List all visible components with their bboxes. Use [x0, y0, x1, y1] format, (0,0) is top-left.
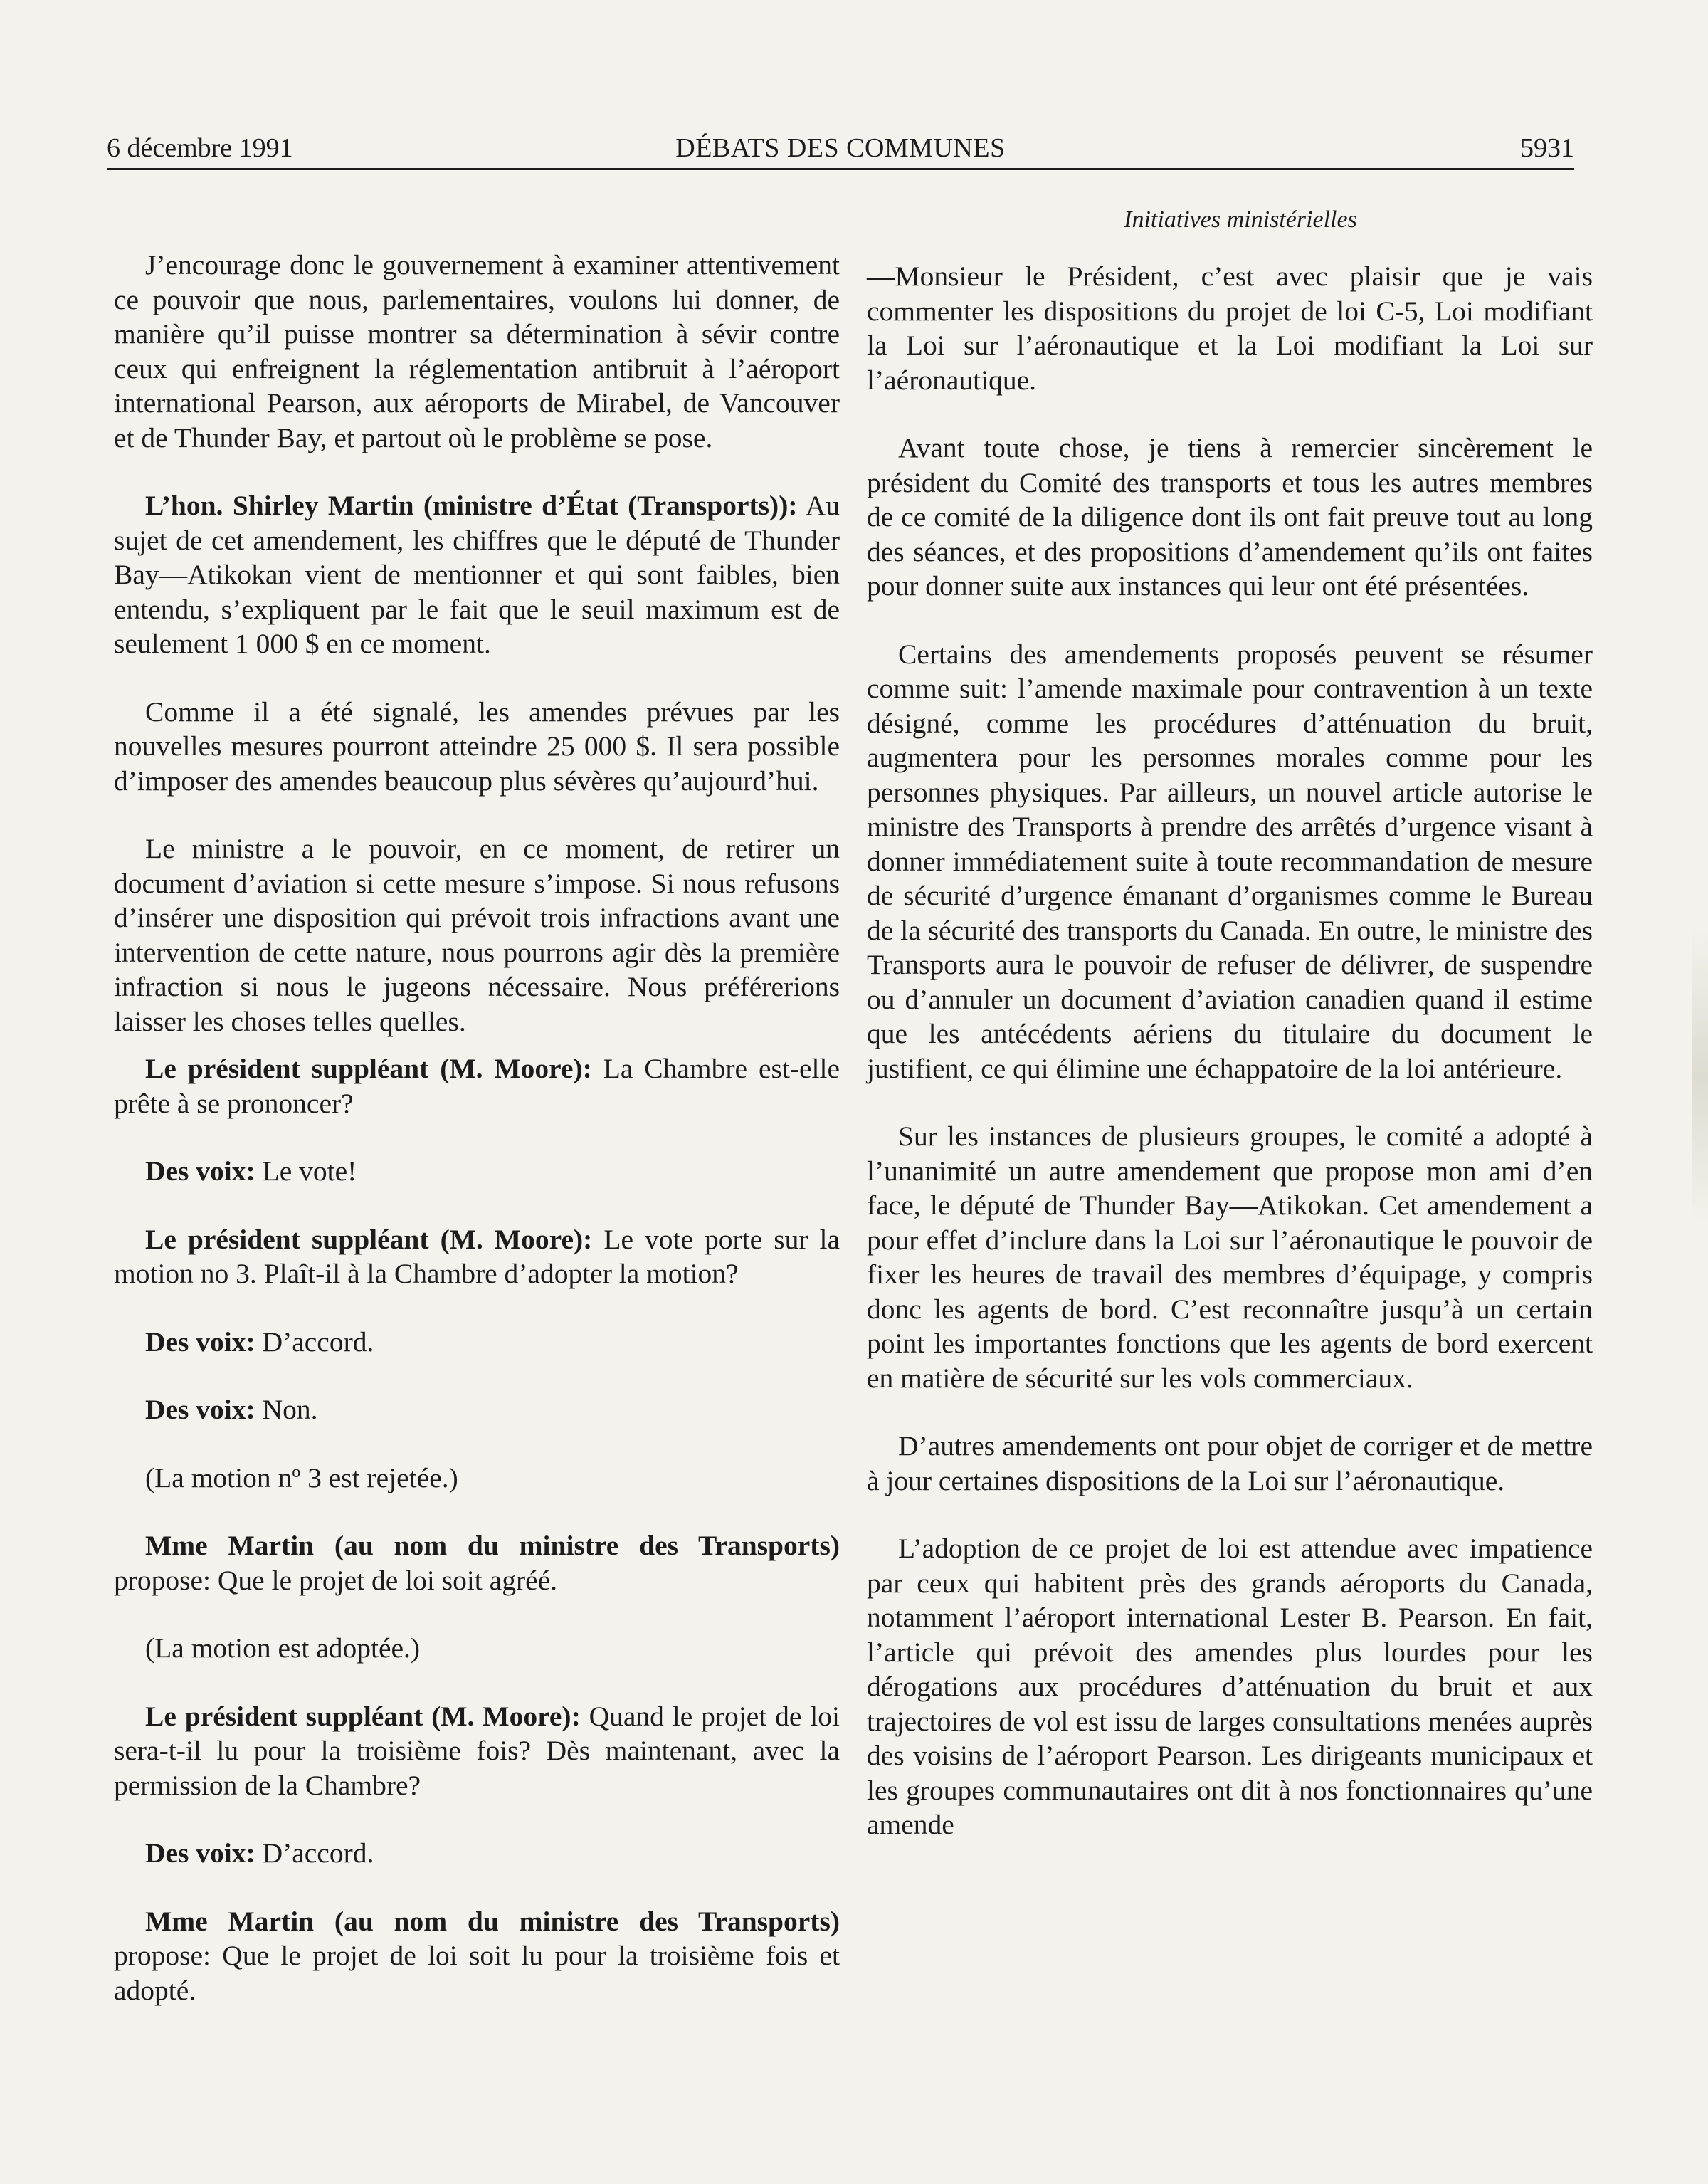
paragraph-text: La Chambre est-elle prête à se prononcer? [114, 1053, 840, 1119]
paragraph-text: (La motion est adoptée.) [145, 1632, 421, 1664]
speaker-name: Des voix: [145, 1325, 255, 1358]
paragraph-text: propose: Que le projet de loi soit agréé. [114, 1564, 558, 1596]
paragraph [867, 259, 1593, 397]
paragraph-text: Comme il a été signalé, les amendes prévues par les nouvelles mesures pourront atteindre 25 000 $. Il sera possible d’imposer des amendes beaucoup plus sévères qu’aujourd’hui. [114, 695, 840, 797]
paragraph-text: D’autres amendements ont pour objet de corriger et de mettre à jour certaines dispositions de la Loi sur l’aéronautique. [867, 1430, 1593, 1496]
header-page-number: 5931 [1520, 133, 1574, 163]
paragraph [867, 431, 1593, 604]
header-title: DÉBATS DES COMMUNES [675, 133, 1006, 163]
paragraph [114, 1325, 840, 1360]
paragraph-text: L’adoption de ce projet de loi est attendue avec impatience par ceux qui habitent près des grands aéroports du Canada, notamment l’aéroport international Lester B. Pearson. En fait, l’article qui prévoit des amendes plus lourdes pour les dérogations aux procédures d’atténuation du bruit et aux trajectoires de vol est issu de larges consultations menées auprès des voisins de l’aéroport Pearson. Les dirigeants municipaux et les groupes communautaires ont dit à nos fonctionnaires qu’une amende [867, 1533, 1593, 1840]
paragraph-text: —Monsieur le Président, c’est avec plaisir que je vais commenter les dispositions du projet de loi C-5, Loi modifiant la Loi sur l’aéronautique et la Loi modifiant la Loi sur l’aéronautique. [867, 261, 1593, 396]
paragraph-text: (La motion n [145, 1461, 292, 1493]
speaker-name: Le président suppléant (M. Moore): [145, 1223, 593, 1255]
paragraph-text: J’encourage donc le gouvernement à examiner attentivement ce pouvoir que nous, parlementaires, voulons lui donner, de manière qu’il puisse montrer sa détermination à sévir contre ceux qui enfreignent la réglementation antibruit à l’aéroport international Pearson, aux aéroports de Mirabel, de Vancouver et de Thunder Bay, et partout où le problème se pose. [114, 249, 840, 453]
paragraph [114, 1904, 840, 2008]
paragraph [867, 1429, 1593, 1498]
paragraph [867, 1119, 1593, 1395]
paragraph-text: Au sujet de cet amendement, les chiffres que le député de Thunder Bay—Atikokan vient de mentionner et qui sont faibles, bien entendu, s’expliquent par le fait que le seuil maximum est de seulement 1 000 $ en ce moment. [114, 490, 840, 659]
paragraph-text: Certains des amendements proposés peuvent se résumer comme suit: l’amende maximale pour contravention à un texte désigné, comme les procédures d’atténuation du bruit, augmentera pour les personnes morales comme pour les personnes physiques. Par ailleurs, un nouvel article autorise le ministre des Transports à prendre des arrêtés d’urgence visant à donner immédiatement suite à toute recommandation de mesure de sécurité d’urgence émanant d’organismes comme le Bureau de la sécurité des transports du Canada. En outre, le ministre des Transports aura le pouvoir de refuser de délivrer, de suspendre ou d’annuler un document d’aviation canadien quand il estime que les antécédents aériens du titulaire du document le justifient, ce qui élimine une échappatoire de la loi antérieure. [867, 638, 1593, 1084]
header-date: 6 décembre 1991 [107, 133, 293, 163]
paragraph-text: Le vote porte sur la motion no 3. Plaît-il à la Chambre d’adopter la motion? [114, 1223, 840, 1289]
paragraph [867, 637, 1593, 1086]
speaker-name: L’hon. Shirley Martin (ministre d’État (Transports)): [145, 490, 798, 521]
superscript: o [292, 1462, 301, 1481]
paragraph [114, 1528, 840, 1597]
left-column [114, 248, 840, 2041]
paragraph-text: D’accord. [262, 1325, 374, 1358]
speaker-name: Le président suppléant (M. Moore): [145, 1053, 592, 1084]
page-edge-shadow [1692, 925, 1708, 1224]
paragraph-text: Sur les instances de plusieurs groupes, le comité a adopté à l’unanimité un autre amendement que propose mon ami d’en face, le député de Thunder Bay—Atikokan. Cet amendement a pour effet d’inclure dans la Loi sur l’aéronautique le pouvoir de fixer les heures de travail des membres d’équipage, y compris donc les agents de bord. C’est reconnaître jusqu’à un certain point les importantes fonctions que les agents de bord exercent en matière de sécurité sur les vols commerciaux. [867, 1120, 1593, 1394]
paragraph [114, 1392, 840, 1427]
speaker-name: Des voix: [145, 1394, 255, 1425]
paragraph [114, 1154, 840, 1189]
paragraph [114, 1631, 840, 1666]
paragraph-text: Quand le projet de loi sera-t-il lu pour la troisième fois? Dès maintenant, avec la permission de la Chambre? [114, 1700, 840, 1801]
paragraph-text: Le vote! [262, 1155, 357, 1187]
paragraph-text: Avant toute chose, je tiens à remercier sincèrement le président du Comité des transports et tous les autres membres de ce comité de la diligence dont ils ont fait preuve tout au long des séances, et des propositions d’amendement qu’ils ont faites pour donner suite aux instances qui leur ont été présentées. [867, 432, 1593, 602]
paragraph-text: D’accord. [262, 1837, 374, 1869]
paragraph-text: propose: Que le projet de loi soit lu pour la troisième fois et adopté. [114, 1940, 840, 2006]
paragraph-text: Le ministre a le pouvoir, en ce moment, de retirer un document d’aviation si cette mesure s’impose. Si nous refusons d’insérer une disposition qui prévoit trois infractions avant une intervention de cette nature, nous pourrons agir dès la première infraction si nous le jugeons nécessaire. Nous préférerions laisser les choses telles quelles. [114, 833, 840, 1037]
paragraph [867, 1531, 1593, 1842]
paragraph-text: 3 est rejetée.) [300, 1461, 458, 1493]
speaker-name: Des voix: [145, 1837, 255, 1869]
paragraph [114, 695, 840, 799]
paragraph-text: Non. [262, 1394, 318, 1425]
section-label: Initiatives ministérielles [1124, 206, 1357, 233]
speaker-name: Des voix: [145, 1155, 255, 1187]
right-column [867, 206, 1593, 1876]
speaker-name: Le président suppléant (M. Moore): [145, 1700, 581, 1732]
paragraph [114, 488, 840, 661]
paragraph [114, 1051, 840, 1120]
paragraph [114, 831, 840, 1039]
paragraph [114, 1222, 840, 1291]
header-rule [107, 168, 1574, 170]
paragraph [114, 1461, 840, 1496]
paragraph [114, 1699, 840, 1803]
paragraph [114, 1836, 840, 1871]
speaker-name: Mme Martin (au nom du ministre des Transports) [145, 1905, 840, 1937]
paragraph [114, 248, 840, 455]
speaker-name: Mme Martin (au nom du ministre des Transports) [145, 1530, 840, 1561]
